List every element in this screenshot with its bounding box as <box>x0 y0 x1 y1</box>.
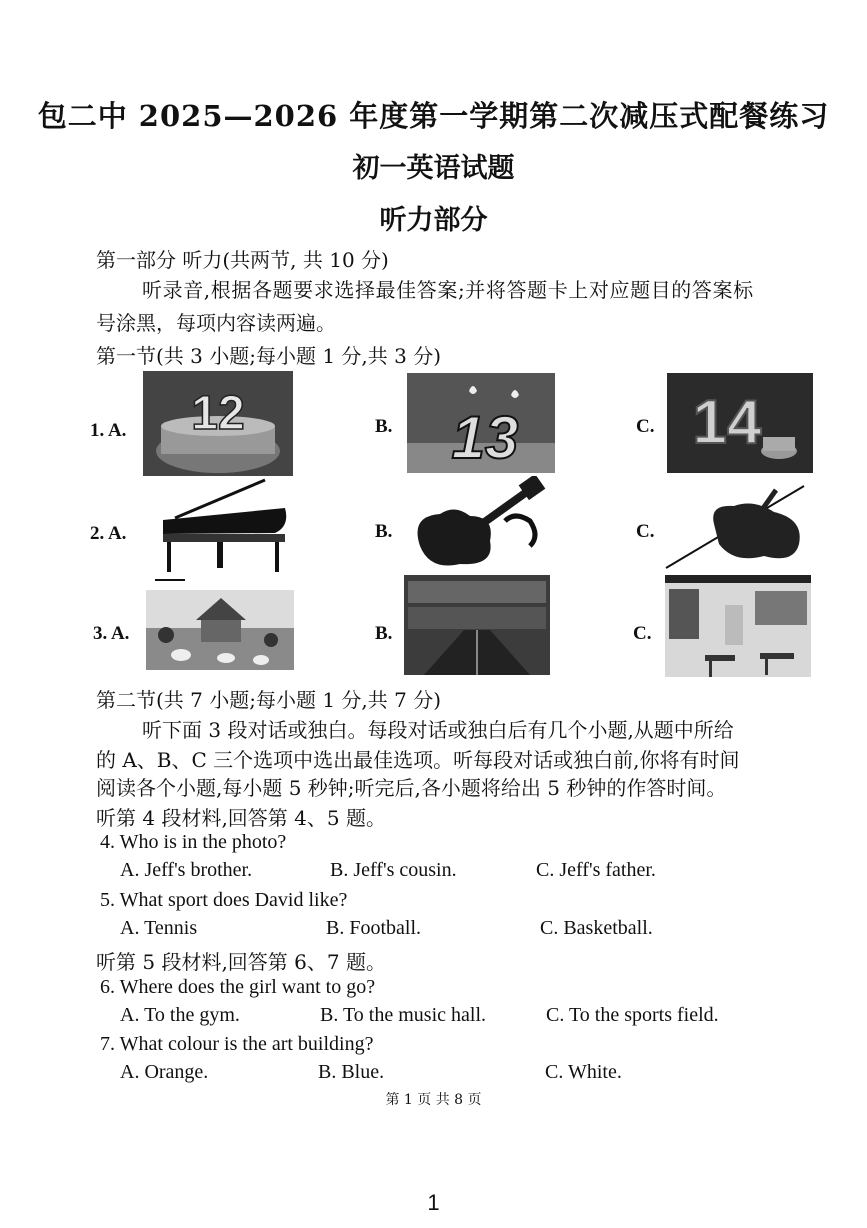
question-7: 7. What colour is the art building? <box>100 1033 374 1055</box>
candle-number-13: 13 <box>451 404 519 471</box>
question-5: 5. What sport does David like? <box>100 889 348 911</box>
page-number: 1 <box>427 1190 440 1215</box>
exam-title: 包二中 2025—2026 年度第一学期第二次减压式配餐练习 <box>37 99 830 133</box>
section2-instruction-line3: 阅读各个小题,每小题 5 秒钟;听完后,各小题将给出 5 秒钟的作答时间。 <box>96 776 727 800</box>
question-4: 4. Who is in the photo? <box>100 831 287 853</box>
q3-option-b-image <box>404 575 550 675</box>
part1-instruction-line1: 听录音,根据各题要求选择最佳答案;并将答题卡上对应题目的答案标 <box>142 278 754 302</box>
page-footer: 第 1 页 共 8 页 <box>385 1092 482 1108</box>
q2-option-a-image <box>155 478 295 586</box>
cake-number-14: 14 <box>692 388 762 457</box>
section2-heading: 第二节(共 7 小题;每小题 1 分,共 7 分) <box>96 688 442 712</box>
section2-instruction-line1: 听下面 3 段对话或独白。每段对话或独白后有几个小题,从题中所给 <box>142 718 734 742</box>
question-6-option-c: C. To the sports field. <box>546 1004 719 1026</box>
question-7-option-b: B. Blue. <box>318 1061 385 1083</box>
q1-option-b-image <box>407 373 555 473</box>
exam-subtitle: 初一英语试题 <box>352 153 515 184</box>
question-4-option-b: B. Jeff's cousin. <box>330 859 457 881</box>
guitar-icon <box>410 476 550 572</box>
q3-label-b: B. <box>375 623 393 644</box>
q3-option-c-image <box>665 575 811 677</box>
q3-label-a: 3. A. <box>93 623 130 644</box>
violin-icon <box>664 484 809 572</box>
q1-option-a-image <box>143 371 293 476</box>
question-4-option-a: A. Jeff's brother. <box>120 859 253 881</box>
candles-13-icon <box>407 373 555 473</box>
question-6-option-b: B. To the music hall. <box>320 1004 486 1026</box>
section1-heading: 第一节(共 3 小题;每小题 1 分,共 3 分) <box>96 344 442 368</box>
question-6-option-a: A. To the gym. <box>120 1004 240 1026</box>
question-7-option-c: C. White. <box>545 1061 622 1083</box>
part1-heading: 第一部分 听力(共两节, 共 10 分) <box>96 248 389 272</box>
library-icon <box>404 575 550 675</box>
part1-instruction-line2: 号涂黑，每项内容读两遍。 <box>96 311 336 335</box>
q2-label-a: 2. A. <box>90 523 127 544</box>
cake-number-12: 12 <box>191 387 245 440</box>
question-4-option-c: C. Jeff's father. <box>536 859 656 881</box>
cake-14-icon <box>667 373 813 473</box>
q1-label-c: C. <box>636 416 655 437</box>
question-5-option-a: A. Tennis <box>120 917 198 939</box>
q2-option-c-image <box>664 484 809 572</box>
q2-label-c: C. <box>636 521 655 542</box>
q3-option-a-image <box>146 590 294 670</box>
q3-label-c: C. <box>633 623 652 644</box>
section-title: 听力部分 <box>379 205 488 236</box>
question-6: 6. Where does the girl want to go? <box>100 976 376 998</box>
q1-label-a: 1. A. <box>90 420 127 441</box>
q1-label-b: B. <box>375 416 393 437</box>
q2-option-b-image <box>410 476 550 572</box>
question-5-option-c: C. Basketball. <box>540 917 653 939</box>
farm-icon <box>146 590 294 670</box>
question-5-option-b: B. Football. <box>326 917 422 939</box>
material4-instruction: 听第 4 段材料,回答第 4、5 题。 <box>96 806 386 830</box>
classroom-icon <box>665 575 811 677</box>
section2-instruction-line2: 的 A、B、C 三个选项中选出最佳选项。听每段对话或独白前,你将有时间 <box>96 748 740 772</box>
material5-instruction: 听第 5 段材料,回答第 6、7 题。 <box>96 950 386 974</box>
question-7-option-a: A. Orange. <box>120 1061 209 1083</box>
q1-option-c-image <box>667 373 813 473</box>
birthday-cake-12-icon <box>143 371 293 476</box>
piano-icon <box>155 478 295 586</box>
q2-label-b: B. <box>375 521 393 542</box>
